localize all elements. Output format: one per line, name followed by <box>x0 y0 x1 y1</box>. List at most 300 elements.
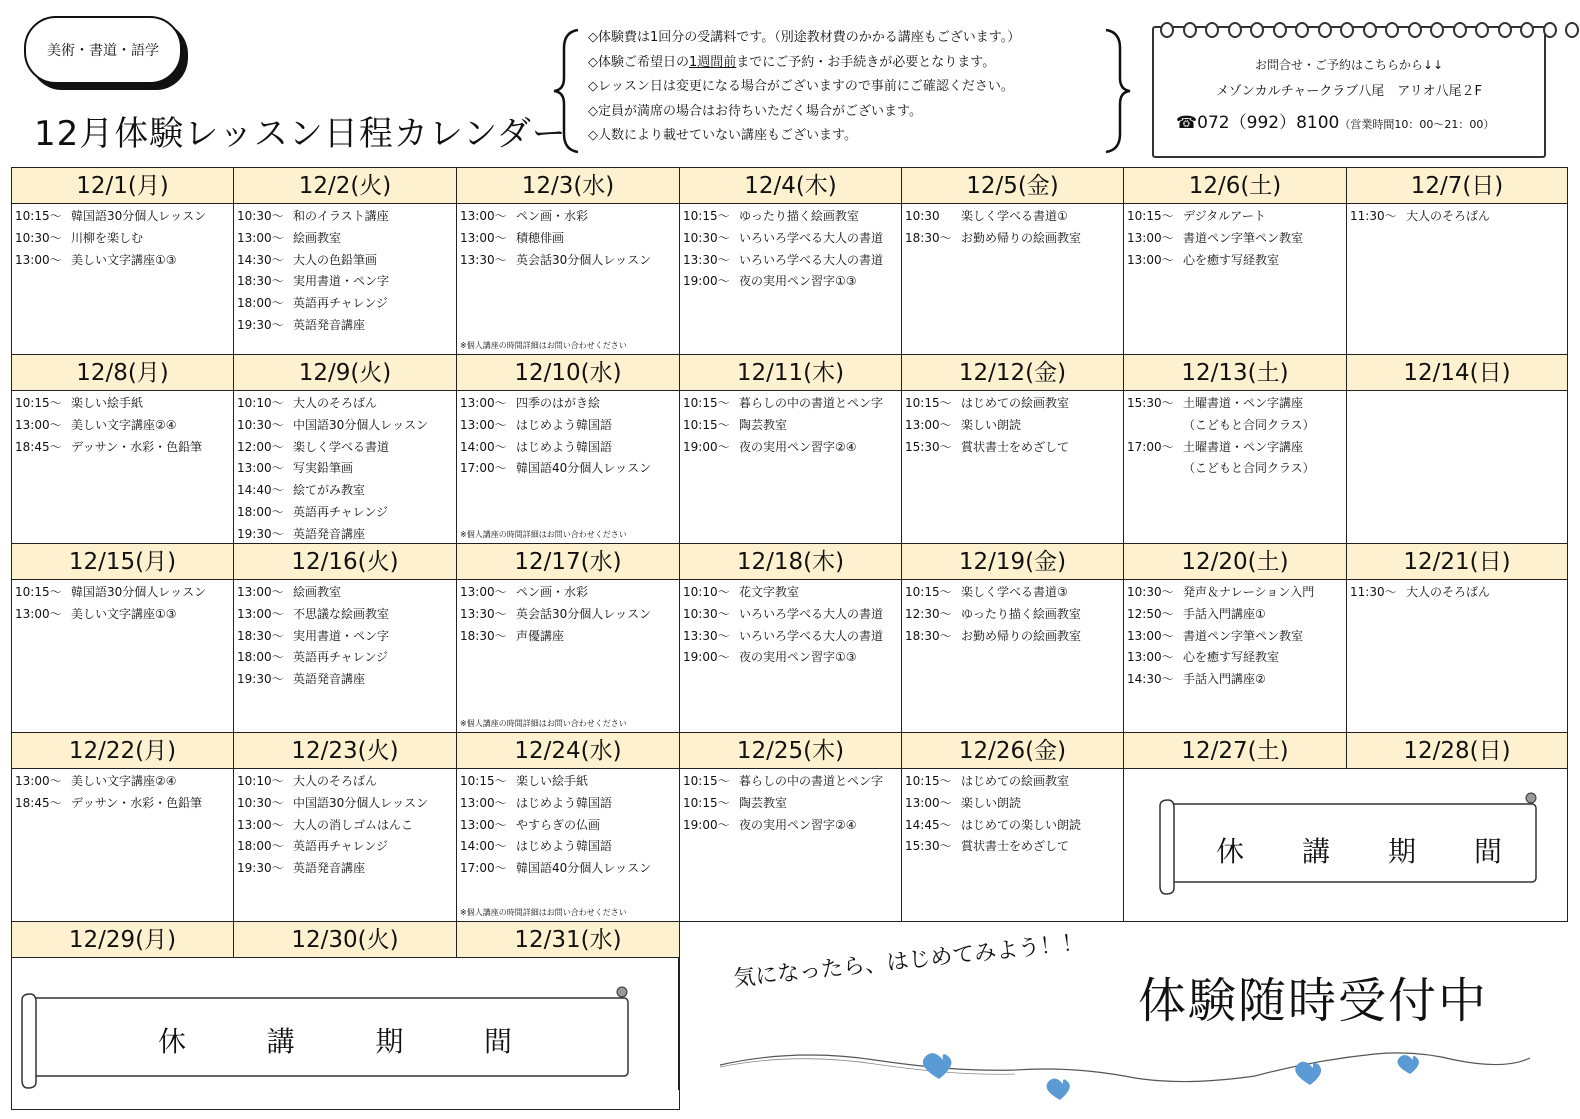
ring-icon <box>1340 22 1354 38</box>
event-item <box>15 393 233 415</box>
event-course: 英語再チャレンジ <box>293 839 389 854</box>
event-time: 18:00～ <box>237 296 284 311</box>
event-item <box>1127 415 1346 437</box>
day-header: 12/11(木) <box>680 355 901 391</box>
event-item <box>905 228 1123 250</box>
event-time: 13:00～ <box>905 417 952 432</box>
event-item <box>905 836 1123 858</box>
event-item <box>1127 604 1346 626</box>
event-course: 書道ペン字筆ペン教室 <box>1183 628 1304 643</box>
event-course: 土曜書道・ペン字講座 <box>1183 439 1304 454</box>
event-time: 13:00～ <box>237 230 284 245</box>
event-time: 15:30～ <box>905 439 952 454</box>
calendar-day-cell <box>1124 167 1347 355</box>
event-list <box>1347 580 1567 604</box>
event-list <box>234 769 456 880</box>
day-header: 12/19(金) <box>902 544 1123 580</box>
contact-box <box>1152 26 1546 158</box>
calendar-day-cell <box>680 733 902 922</box>
event-course: 大人のそろばん <box>1406 209 1491 223</box>
calendar-day-cell <box>11 355 234 544</box>
event-course: はじめよう韓国語 <box>516 839 613 854</box>
day-header: 12/29(月) <box>12 922 233 958</box>
event-item <box>237 604 456 626</box>
event-course: 夜の実用ペン習字②④ <box>739 439 857 454</box>
event-course: 美しい文字講座②④ <box>71 417 177 432</box>
event-time: 13:00～ <box>460 417 507 432</box>
ring-icon <box>1205 22 1219 38</box>
event-course: 中国語30分個人レッスン <box>293 795 429 810</box>
event-item <box>683 437 901 459</box>
event-item <box>683 647 901 669</box>
ring-icon <box>1228 22 1242 38</box>
event-item <box>683 415 901 437</box>
day-header: 12/31(水) <box>457 922 679 958</box>
event-course: 英語発音講座 <box>293 861 366 876</box>
day-header: 12/13(土) <box>1124 355 1346 391</box>
calendar-day-cell <box>457 733 680 922</box>
event-item <box>460 393 679 415</box>
event-course: 大人の消しゴムはんこ <box>293 817 414 832</box>
vertical-divider <box>678 958 679 1090</box>
event-time: 13:00～ <box>15 774 62 788</box>
event-time: 14:45～ <box>905 817 952 832</box>
ring-icon <box>1475 22 1489 38</box>
event-time: 13:30～ <box>683 252 730 267</box>
event-item <box>683 815 901 837</box>
event-course: 美しい文字講座②④ <box>71 774 177 788</box>
event-course: 大人の色鉛筆画 <box>293 252 378 267</box>
calendar-day-cell <box>680 355 902 544</box>
event-time: 10:15～ <box>683 774 730 788</box>
event-course: 英語発音講座 <box>293 317 366 332</box>
event-course: 英語発音講座 <box>293 672 366 687</box>
event-course: 楽しい朗読 <box>961 795 1022 810</box>
event-item <box>905 582 1123 604</box>
event-list <box>1124 580 1346 691</box>
event-time: 10:15～ <box>683 795 730 810</box>
event-time: 13:00～ <box>237 817 284 832</box>
event-item <box>237 415 456 437</box>
business-hours: （営業時間10：00～21：00） <box>1339 118 1495 131</box>
event-course: 中国語30分個人レッスン <box>293 417 429 432</box>
event-item <box>905 771 1123 793</box>
event-item <box>905 437 1123 459</box>
event-time: 10:30～ <box>683 230 730 245</box>
event-item <box>683 393 901 415</box>
event-time: 11:30～ <box>1350 209 1397 223</box>
event-list <box>680 391 901 458</box>
event-item <box>15 228 233 250</box>
event-course: 書道ペン字筆ペン教室 <box>1183 230 1304 245</box>
event-item <box>683 626 901 648</box>
event-list <box>457 391 679 480</box>
event-course: 声優講座 <box>516 628 565 643</box>
event-time: 14:40～ <box>237 483 284 498</box>
event-item <box>1127 206 1346 228</box>
calendar-day-cell <box>902 355 1124 544</box>
day-header: 12/9(火) <box>234 355 456 391</box>
event-item <box>1350 582 1567 604</box>
event-time: 11:30～ <box>1350 585 1397 599</box>
event-list <box>1347 391 1567 393</box>
cta-headline: 体験随時受付中 <box>1138 973 1489 1029</box>
event-time: 13:00～ <box>1127 252 1174 267</box>
event-time: 10:30～ <box>237 209 284 223</box>
event-course: 韓国語30分個人レッスン <box>71 209 207 223</box>
event-course: 心を癒す写経教室 <box>1183 252 1280 267</box>
event-course: 英会話30分個人レッスン <box>516 606 652 621</box>
event-course: 美しい文字講座①③ <box>71 606 177 621</box>
event-course: 大人のそろばん <box>293 396 378 410</box>
event-course: 夜の実用ペン習字①③ <box>739 650 857 665</box>
heart-icon <box>1047 1078 1070 1100</box>
event-time: 10:15～ <box>683 417 730 432</box>
cta-subtext: 気になったら、はじめてみよう！！ <box>732 930 1085 993</box>
private-lesson-note: ※個人講座の時間詳細はお問い合わせください <box>460 341 627 350</box>
event-course: 英語再チャレンジ <box>293 296 389 311</box>
calendar-day-cell <box>680 167 902 355</box>
category-label: 美術・書道・語学 <box>47 43 159 59</box>
event-item <box>15 250 233 272</box>
event-course: お勤め帰りの絵画教室 <box>961 230 1082 245</box>
heart-icon <box>1397 1055 1418 1074</box>
event-time: 13:00～ <box>1127 628 1174 643</box>
event-time: 10:15～ <box>15 396 62 410</box>
event-time: 13:00～ <box>460 396 507 410</box>
event-time: 10:15～ <box>683 209 730 223</box>
event-item <box>1127 250 1346 272</box>
event-course: 楽しく学べる書道③ <box>961 585 1068 599</box>
day-header: 12/30(火) <box>234 922 456 958</box>
event-course: 英会話30分個人レッスン <box>516 252 652 267</box>
ring-icon <box>1183 22 1197 38</box>
event-course: 花文字教室 <box>739 585 800 599</box>
day-header: 12/14(日) <box>1347 355 1567 391</box>
event-item <box>15 793 233 815</box>
event-course: はじめての絵画教室 <box>961 396 1070 410</box>
event-course: 楽しい絵手紙 <box>71 396 144 410</box>
event-item <box>460 815 679 837</box>
note-2: ◇体験ご希望日の1週間前までにご予約・お手続きが必要となります。 <box>588 54 996 70</box>
event-item <box>1127 458 1346 480</box>
event-course: 韓国語40分個人レッスン <box>516 861 652 876</box>
event-course: 和のイラスト講座 <box>293 209 389 223</box>
event-item <box>237 582 456 604</box>
event-course: 英語再チャレンジ <box>293 504 389 519</box>
day-header: 12/1(月) <box>12 168 233 204</box>
event-item <box>237 250 456 272</box>
heart-icon <box>923 1053 952 1079</box>
event-item <box>905 793 1123 815</box>
event-item <box>683 250 901 272</box>
event-course: 賞状書士をめざして <box>961 439 1070 454</box>
event-item <box>15 604 233 626</box>
ring-icon <box>1273 22 1287 38</box>
event-list <box>234 391 456 544</box>
event-time: 13:00～ <box>15 417 62 432</box>
event-course: ペン画・水彩 <box>516 585 589 599</box>
event-item <box>237 458 456 480</box>
event-time: 13:00～ <box>1127 650 1174 665</box>
event-item <box>683 206 901 228</box>
event-time: 13:00～ <box>237 585 284 599</box>
event-item <box>237 206 456 228</box>
event-time: 18:30～ <box>905 628 952 643</box>
closed-text-1: 休 講 期 間 <box>1216 835 1502 868</box>
event-item <box>683 582 901 604</box>
event-time: 10:15～ <box>683 396 730 410</box>
event-course: 絵画教室 <box>293 230 342 245</box>
day-header: 12/3(水) <box>457 168 679 204</box>
event-item <box>237 502 456 524</box>
day-header: 12/6(土) <box>1124 168 1346 204</box>
calendar-day-cell <box>11 167 234 355</box>
event-item <box>460 228 679 250</box>
calendar-day-cell <box>902 167 1124 355</box>
event-time: 10:10～ <box>237 774 284 788</box>
event-list <box>234 204 456 337</box>
event-item <box>237 293 456 315</box>
closed-text-2: 休 講 期 間 <box>158 1025 512 1058</box>
calendar-day-cell <box>11 922 234 958</box>
event-list <box>12 769 233 815</box>
event-course: いろいろ学べる大人の書道 <box>739 252 884 267</box>
event-time: 18:45～ <box>15 795 62 810</box>
event-time: 19:30～ <box>237 317 284 332</box>
event-time: 13:30～ <box>460 252 507 267</box>
event-list <box>12 580 233 626</box>
event-course: 暮らしの中の書道とペン字 <box>739 396 884 410</box>
event-course: 実用書道・ペン字 <box>293 274 390 289</box>
event-course: ゆったり描く絵画教室 <box>961 606 1081 621</box>
event-item <box>237 437 456 459</box>
day-header: 12/28(日) <box>1347 733 1567 769</box>
calendar-day-cell <box>234 355 457 544</box>
notes-list <box>588 26 1098 149</box>
event-item <box>683 604 901 626</box>
calendar-day-cell <box>234 733 457 922</box>
event-course: （こどもと合同クラス） <box>1183 417 1315 432</box>
event-item <box>15 437 233 459</box>
event-list <box>902 391 1123 458</box>
event-list <box>1347 204 1567 228</box>
event-course: 暮らしの中の書道とペン字 <box>739 774 884 788</box>
event-time: 10:15～ <box>905 774 952 788</box>
event-time: 19:30～ <box>237 526 284 541</box>
calendar-day-cell <box>457 544 680 733</box>
event-course: 発声＆ナレーション入門 <box>1183 585 1315 599</box>
right-brace-icon <box>1102 28 1132 154</box>
event-course: はじめよう韓国語 <box>516 417 613 432</box>
ring-icon <box>1430 22 1444 38</box>
event-course: はじめての絵画教室 <box>961 774 1070 788</box>
event-list <box>234 580 456 691</box>
event-time: 13:00～ <box>905 795 952 810</box>
event-item <box>237 271 456 293</box>
event-course: 不思議な絵画教室 <box>293 606 390 621</box>
event-time: 19:00～ <box>683 439 730 454</box>
event-course: 楽しい絵手紙 <box>516 774 589 788</box>
event-time: 14:30～ <box>237 252 284 267</box>
private-lesson-note: ※個人講座の時間詳細はお問い合わせください <box>460 530 627 539</box>
contact-location: メゾンカルチャークラブ八尾 アリオ八尾２F <box>1215 84 1483 99</box>
event-item <box>905 604 1123 626</box>
event-time: 14:00～ <box>460 439 507 454</box>
event-time: 10:30～ <box>237 417 284 432</box>
event-item <box>237 480 456 502</box>
event-item <box>460 793 679 815</box>
event-list <box>902 769 1123 858</box>
event-course: 韓国語30分個人レッスン <box>71 585 207 599</box>
day-header: 12/18(木) <box>680 544 901 580</box>
event-time: 10:30～ <box>1127 585 1174 599</box>
event-item <box>905 206 1123 228</box>
event-item <box>15 206 233 228</box>
left-brace-icon <box>552 28 582 154</box>
event-course: 楽しい朗読 <box>961 417 1022 432</box>
event-list <box>457 204 679 271</box>
day-header: 12/15(月) <box>12 544 233 580</box>
event-item <box>460 836 679 858</box>
event-time: 13:00～ <box>460 817 507 832</box>
event-item <box>237 836 456 858</box>
event-time: 18:45～ <box>15 439 62 454</box>
event-item <box>1350 206 1567 228</box>
event-item <box>683 793 901 815</box>
event-item <box>1127 669 1346 691</box>
calendar-day-cell <box>902 544 1124 733</box>
event-item <box>905 393 1123 415</box>
event-course: 韓国語40分個人レッスン <box>516 461 652 476</box>
event-time: 18:30～ <box>460 628 507 643</box>
event-item <box>460 858 679 880</box>
calendar-day-cell <box>1347 544 1568 733</box>
event-time: 18:00～ <box>237 504 284 519</box>
event-course: 手話入門講座② <box>1183 672 1266 687</box>
contact-phone: ☎072（992）8100（営業時間10：00～21：00） <box>1176 113 1495 133</box>
event-course: 川柳を楽しむ <box>71 230 144 245</box>
event-item <box>905 626 1123 648</box>
event-course: 楽しく学べる書道① <box>961 209 1068 223</box>
event-item <box>460 458 679 480</box>
event-course: 美しい文字講座①③ <box>71 252 177 267</box>
event-list <box>12 204 233 271</box>
event-item <box>460 206 679 228</box>
calendar-day-cell <box>234 922 457 958</box>
event-time: 18:00～ <box>237 650 284 665</box>
event-item <box>683 771 901 793</box>
event-time: 13:00～ <box>460 209 507 223</box>
event-time: 12:50～ <box>1127 606 1174 621</box>
ring-icon <box>1160 22 1174 38</box>
event-time: 12:30～ <box>905 606 952 621</box>
day-header: 12/25(木) <box>680 733 901 769</box>
event-course: 写実鉛筆画 <box>293 461 354 476</box>
event-list <box>680 580 901 669</box>
event-time: 18:30～ <box>237 628 284 643</box>
event-course: ゆったり描く絵画教室 <box>739 209 859 223</box>
event-course: いろいろ学べる大人の書道 <box>739 230 884 245</box>
event-time: 13:00～ <box>237 461 284 476</box>
ring-icon <box>1295 22 1309 38</box>
calendar-day-cell <box>1347 355 1568 544</box>
private-lesson-note: ※個人講座の時間詳細はお問い合わせください <box>460 908 627 917</box>
page-title: 12月体験レッスン日程カレンダー <box>34 114 567 154</box>
event-time: 10:10～ <box>237 396 284 410</box>
event-course: 夜の実用ペン習字②④ <box>739 817 857 832</box>
event-list <box>1124 391 1346 480</box>
calendar-day-cell <box>1124 544 1347 733</box>
event-item <box>15 771 233 793</box>
event-course: 手話入門講座① <box>1183 606 1266 621</box>
calendar-day-cell <box>457 922 680 958</box>
event-item <box>237 669 456 691</box>
event-course: 英語発音講座 <box>293 526 366 541</box>
calendar-day-cell <box>11 733 234 922</box>
calendar-day-cell <box>234 167 457 355</box>
day-header: 12/10(水) <box>457 355 679 391</box>
calendar-day-cell <box>680 544 902 733</box>
event-time: 19:00～ <box>683 817 730 832</box>
event-item <box>1127 582 1346 604</box>
closed-banner-1 <box>1156 792 1542 896</box>
day-header: 12/26(金) <box>902 733 1123 769</box>
event-time: 10:15～ <box>15 209 62 223</box>
event-time: 17:00～ <box>460 861 507 876</box>
event-time: 13:30～ <box>460 606 507 621</box>
event-item <box>1127 437 1346 459</box>
event-item <box>460 415 679 437</box>
event-course: 四季のはがき絵 <box>516 396 601 410</box>
day-header: 12/20(土) <box>1124 544 1346 580</box>
event-item <box>237 228 456 250</box>
day-header: 12/7(日) <box>1347 168 1567 204</box>
event-time: 13:00～ <box>15 252 62 267</box>
event-course: 陶芸教室 <box>739 795 788 810</box>
event-time: 10:30～ <box>683 606 730 621</box>
event-item <box>237 858 456 880</box>
event-time: 13:30～ <box>683 628 730 643</box>
event-course: 楽しく学べる書道 <box>293 439 390 454</box>
note-1: ◇体験費は1回分の受講料です。（別途教材費のかかる講座もございます。） <box>588 30 1021 45</box>
event-time: 15:30～ <box>1127 396 1174 410</box>
event-time: 15:30～ <box>905 839 952 854</box>
event-time: 14:30～ <box>1127 672 1174 687</box>
event-time: 10:10～ <box>683 585 730 599</box>
event-course: デッサン・水彩・色鉛筆 <box>71 795 203 810</box>
event-time: 17:00～ <box>1127 439 1174 454</box>
day-header: 12/23(火) <box>234 733 456 769</box>
event-item <box>237 815 456 837</box>
ring-icon <box>1385 22 1399 38</box>
event-course: はじめよう韓国語 <box>516 795 613 810</box>
event-item <box>1127 647 1346 669</box>
notebook-rings <box>1160 22 1580 38</box>
event-item <box>237 793 456 815</box>
note-5: ◇人数により載せていない講座もございます。 <box>588 128 857 143</box>
event-course: 英語再チャレンジ <box>293 650 389 665</box>
event-course: デジタルアート <box>1183 209 1266 223</box>
heart-icon <box>1295 1062 1321 1085</box>
calendar-day-cell <box>234 544 457 733</box>
day-header: 12/22(月) <box>12 733 233 769</box>
event-time: 10:30 <box>905 209 940 223</box>
event-item <box>237 626 456 648</box>
event-time: 19:00～ <box>683 650 730 665</box>
event-time: 13:00～ <box>460 795 507 810</box>
wave-decoration-icon <box>715 1040 1535 1110</box>
